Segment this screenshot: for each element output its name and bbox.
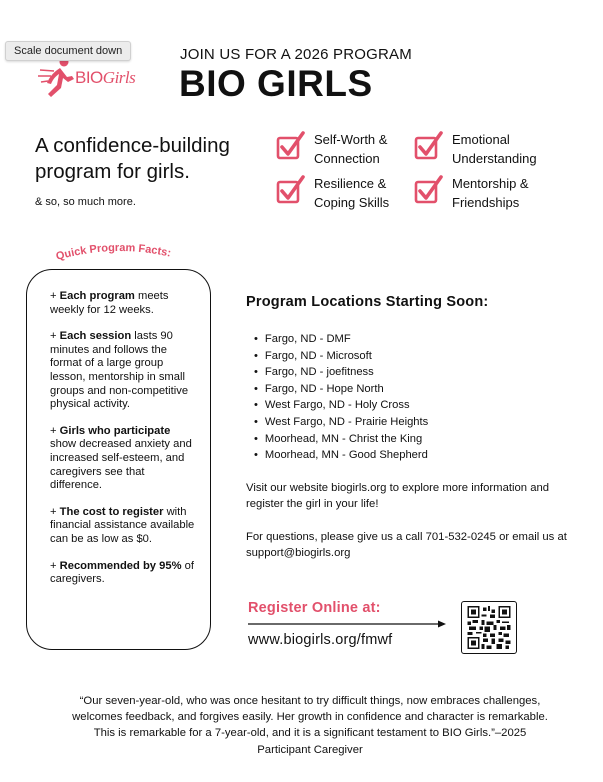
tagline: A confidence-building program for girls.	[35, 134, 230, 183]
fact-item: + The cost to register with financial assistance available can be as low as $0.	[50, 505, 195, 545]
location-item: • Moorhead, MN - Christ the King	[254, 431, 428, 448]
benefit-label: Emotional Understanding	[452, 132, 537, 166]
brand-title: BIO GIRLS	[179, 63, 373, 104]
location-item: • Moorhead, MN - Good Shepherd	[254, 447, 428, 464]
testimonial-quote: “Our seven-year-old, who was once hesitant to try difficult things, now embraces challenges, welcomes feedback, and forgives easily. Her growth in confidence and character is remarkable. This is remarkable for a 7-year-old, and it is a significant testament to BIO Girls.”–2025 Participant Caregiver	[72, 695, 548, 756]
logo-wordmark: BIOGirls	[75, 68, 136, 87]
scale-document-tooltip: Scale document down	[5, 41, 131, 61]
qr-code-icon	[466, 606, 512, 649]
quick-facts-title	[55, 236, 185, 266]
fact-item: + Each program meets weekly for 12 weeks.	[50, 290, 169, 316]
locations-list	[254, 331, 428, 464]
arrow-right-icon	[248, 619, 448, 629]
quick-facts-box	[26, 269, 211, 650]
qr-code	[461, 601, 517, 654]
benefit-self-worth	[276, 130, 404, 168]
benefit-label: Resilience & Coping Skills	[314, 176, 390, 210]
benefit-resilience	[276, 174, 404, 212]
location-item: • Fargo, ND - Hope North	[254, 381, 428, 398]
register-url-link[interactable]: www.biogirls.org/fmwf	[248, 632, 393, 648]
fact-item: + Girls who participate show decreased anxiety and increased self-esteem, and caregivers see that difference.	[50, 424, 192, 492]
locations-heading: Program Locations Starting Soon:	[246, 294, 489, 310]
contact-text: For questions, please give us a call 701-532-0245 or email us at support@biogirls.org	[246, 531, 567, 560]
visit-website-text: Visit our website biogirls.org to explore more information and register the girl in your life!	[246, 482, 550, 511]
fact-item: + Recommended by 95% of caregivers.	[50, 559, 194, 586]
register-online-label: Register Online at:	[248, 600, 381, 616]
so-much-more: & so, so much more.	[35, 196, 136, 208]
svg-text:Quick Program Facts:: Quick Program Facts:	[55, 241, 173, 263]
benefit-mentorship	[414, 174, 547, 212]
runner-icon	[38, 56, 78, 98]
benefit-emotional	[414, 130, 557, 168]
fact-item: + Each session lasts 90 minutes and follows the format of a large group lesson, mentorship in small groups and non-competitive physical activity.	[50, 330, 189, 411]
benefit-label: Mentorship & Friendships	[452, 176, 529, 210]
location-item: • Fargo, ND - Microsoft	[254, 348, 428, 365]
checkbox-check-icon	[414, 130, 444, 162]
location-item: • Fargo, ND - DMF	[254, 331, 428, 348]
bio-girls-logo	[38, 56, 158, 98]
checkbox-check-icon	[276, 174, 306, 206]
join-us-heading: JOIN US FOR A 2026 PROGRAM	[180, 46, 412, 63]
location-item: • West Fargo, ND - Holy Cross	[254, 397, 428, 414]
checkbox-check-icon	[414, 174, 444, 206]
location-item: • Fargo, ND - joefitness	[254, 364, 428, 381]
checkbox-check-icon	[276, 130, 306, 162]
location-item: • West Fargo, ND - Prairie Heights	[254, 414, 428, 431]
benefit-label: Self-Worth & Connection	[314, 132, 388, 166]
